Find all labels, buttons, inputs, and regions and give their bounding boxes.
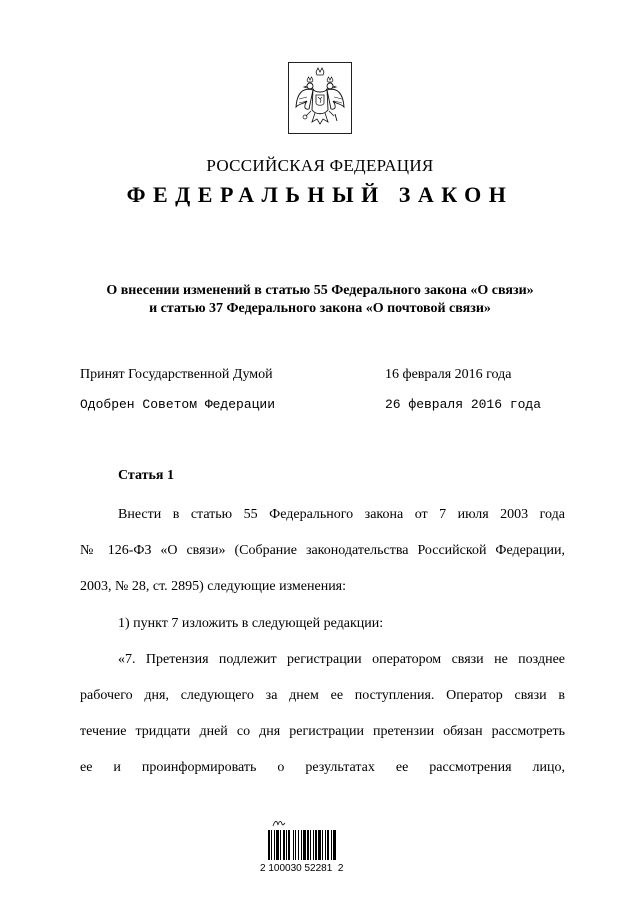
body-text-line: ее и проинформировать о результатах ее рассмотрения лицо, <box>80 760 565 775</box>
body-text-line: рабочего дня, следующего за днем ее поступления. Оператор связи в <box>80 688 565 703</box>
double-headed-eagle-icon <box>289 63 351 133</box>
law-title-line: и статью 37 Федерального закона «О почтовой связи» <box>149 301 491 316</box>
body-text-line: 2003, № 28, ст. 2895) следующие изменения: <box>80 579 347 594</box>
document-type-heading: ФЕДЕРАЛЬНЫЙ ЗАКОН <box>126 182 514 207</box>
law-title-line: О внесении изменений в статью 55 Федерального закона «О связи» <box>106 283 534 298</box>
barcode-number: 2 100030 52281 2 <box>260 863 344 874</box>
duma-label: Принят Государственной Думой <box>80 367 273 382</box>
body-text-line: течение тридцати дней со дня регистрации претензии обязан рассмотреть <box>80 724 565 739</box>
council-label: Одобрен Советом Федерации <box>80 397 276 412</box>
barcode-image <box>268 830 360 860</box>
article-heading: Статья 1 <box>118 468 174 483</box>
law-title <box>0 282 640 318</box>
body-text-line: № 126-ФЗ «О связи» (Собрание законодательства Российской Федерации, <box>80 543 565 558</box>
country-name: РОССИЙСКАЯ ФЕДЕРАЦИЯ <box>206 156 434 175</box>
body-text-line: 1) пункт 7 изложить в следующей редакции: <box>118 616 384 631</box>
coat-of-arms-emblem <box>288 62 352 134</box>
council-date: 26 февраля 2016 года <box>385 397 542 412</box>
body-text-line: «7. Претензия подлежит регистрации оператором связи не позднее <box>118 652 565 667</box>
body-text-line: Внести в статью 55 Федерального закона от 7 июля 2003 года <box>118 507 565 522</box>
handwritten-initials <box>272 818 286 830</box>
duma-date: 16 февраля 2016 года <box>385 367 512 382</box>
